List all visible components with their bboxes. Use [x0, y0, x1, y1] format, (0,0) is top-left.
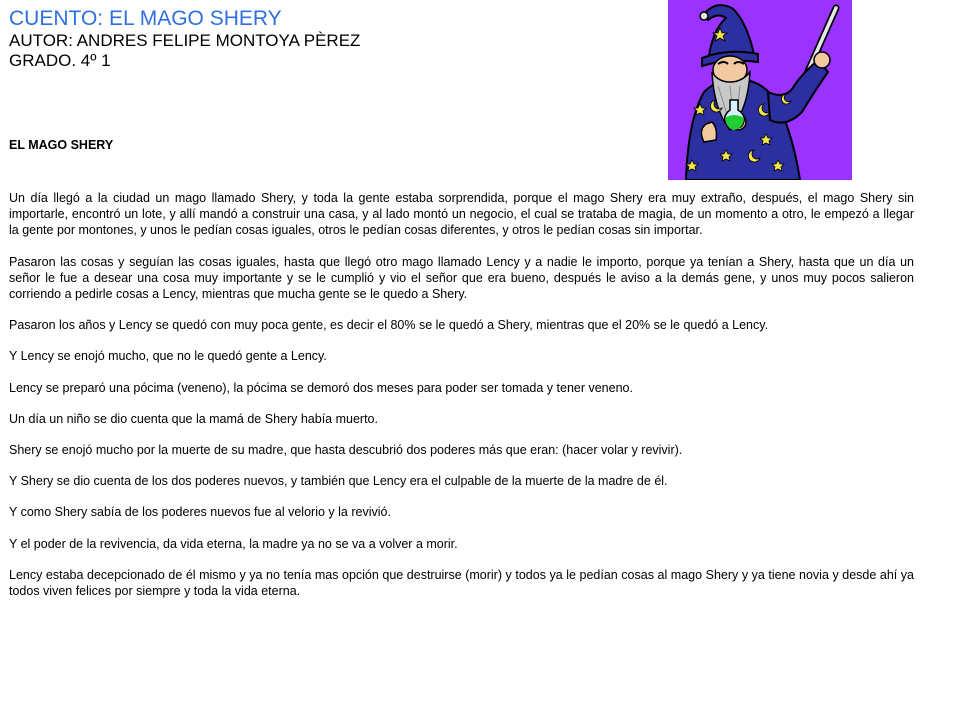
story-paragraph: Lency se preparó una pócima (veneno), la pócima se demoró dos meses para poder ser tomada y tener veneno.: [9, 380, 633, 395]
story-body: [9, 190, 914, 614]
author-line: AUTOR: ANDRES FELIPE MONTOYA PÈREZ: [9, 31, 361, 50]
story-paragraph: Y como Shery sabía de los poderes nuevos fue al velorio y la revivió.: [9, 505, 391, 520]
story-heading: EL MAGO SHERY: [9, 138, 114, 152]
wizard-illustration: [668, 0, 852, 180]
story-paragraph: Un día un niño se dio cuenta que la mamá de Shery había muerto.: [9, 411, 378, 426]
story-paragraph: Un día llegó a la ciudad un mago llamado Shery, y toda la gente estaba sorprendida, porque el mago Shery era muy extraño, después, el mago Shery sin importarle, encontró un lote, y allí mandó a construir una casa, y al lado montó un negocio, el cual se trataba de magia, de un momento a otro, le empezó a llegar la gente por montones, y unos le pedían cosas iguales, otros le pedían cosas diferentes, y otros le pedían cosas sin importar.: [9, 191, 914, 238]
story-paragraph: Pasaron las cosas y seguían las cosas iguales, hasta que llegó otro mago llamado Lency y a nadie le importo, porque ya tenían a Shery, hasta que un día un señor le fue a desear una cosa muy importante y se le cumplió y vio el señor que era bueno, después le aviso a la demás gene, y unos muy pocos salieron corriendo a pedirle cosas a Lency, mientras que mucha gente se le quedo a Shery.: [9, 254, 914, 302]
story-paragraph: Y Lency se enojó mucho, que no le quedó gente a Lency.: [9, 349, 327, 364]
story-paragraph: Lency estaba decepcionado de él mismo y ya no tenía mas opción que destruirse (morir) y todos ya le pedían cosas al mago Shery y ya tiene novia y desde ahí ya todos viven felices por siempre y toda la vida eterna.: [9, 567, 914, 599]
document-header: [9, 6, 649, 71]
grade-line: GRADO. 4º 1: [9, 51, 111, 70]
story-paragraph: Y Shery se dio cuenta de los dos poderes nuevos, y también que Lency era el culpable de la muerte de la madre de él.: [9, 474, 668, 489]
wizard-icon: [668, 0, 852, 180]
story-paragraph: Y el poder de la revivencia, da vida eterna, la madre ya no se va a volver a morir.: [9, 536, 458, 551]
story-paragraph: Pasaron los años y Lency se quedó con muy poca gente, es decir el 80% se le quedó a Shery, mientras que el 20% se le quedó a Lency.: [9, 318, 769, 333]
story-title-heading: CUENTO: EL MAGO SHERY: [9, 7, 282, 30]
story-paragraph: Shery se enojó mucho por la muerte de su madre, que hasta descubrió dos poderes más que eran: (hacer volar y revivir).: [9, 443, 683, 458]
